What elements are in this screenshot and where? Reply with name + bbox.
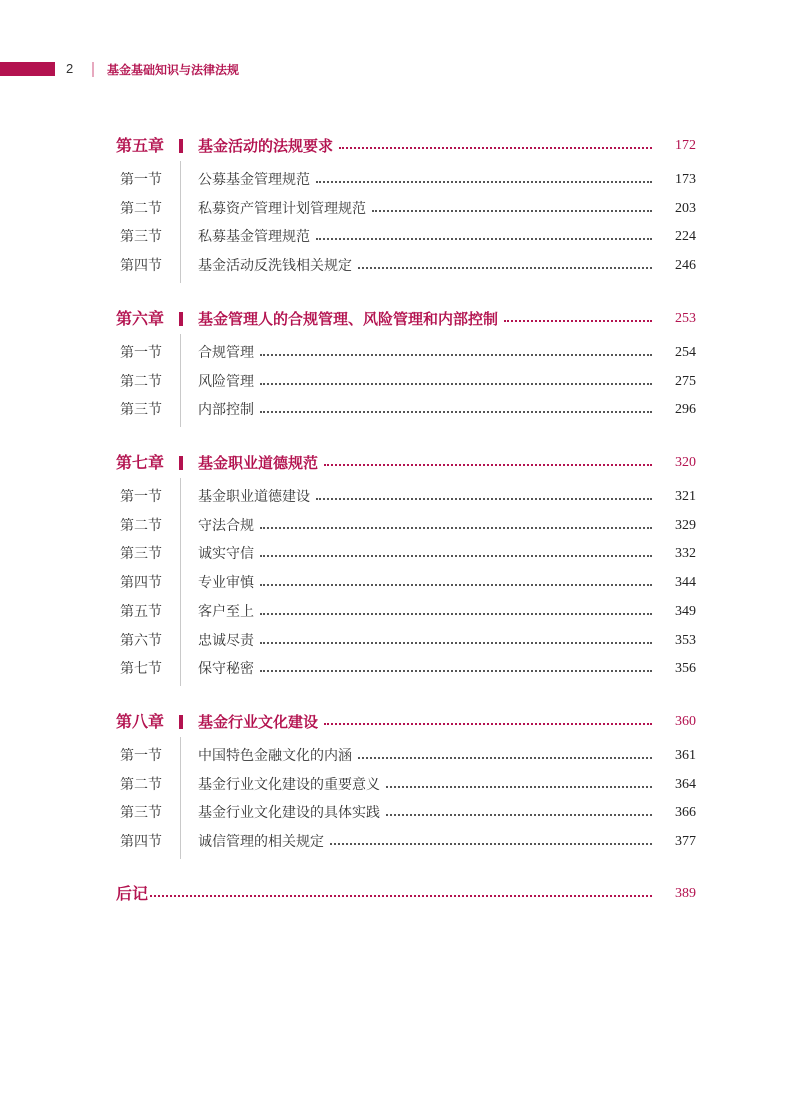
chapter-page: 172 xyxy=(675,138,696,153)
section-entry xyxy=(198,774,696,796)
section-entry xyxy=(198,745,696,767)
section-row[interactable] xyxy=(0,515,790,537)
chapter-marker xyxy=(179,139,183,153)
section-title: 客户至上 xyxy=(198,603,254,620)
leader-dots xyxy=(324,723,652,725)
section-title: 专业审慎 xyxy=(198,575,254,592)
section-title: 诚实守信 xyxy=(198,546,254,563)
book-title: 基金基础知识与法律法规 xyxy=(107,63,240,77)
chapter-entry xyxy=(198,135,696,157)
chapter-entry xyxy=(198,711,696,733)
chapter-marker xyxy=(179,312,183,326)
section-page: 275 xyxy=(675,373,696,389)
chapter-row[interactable] xyxy=(0,711,790,733)
leader-dots xyxy=(504,320,652,322)
leader-dots xyxy=(386,786,652,788)
page-number: 2 xyxy=(66,61,74,76)
section-row[interactable] xyxy=(0,371,790,393)
chapter-page: 320 xyxy=(675,455,696,470)
section-entry xyxy=(198,572,696,594)
section-row[interactable] xyxy=(0,572,790,594)
section-entry xyxy=(198,601,696,623)
leader-dots xyxy=(260,670,652,672)
section-title: 风险管理 xyxy=(198,373,254,390)
section-label: 第四节 xyxy=(120,258,162,275)
leader-dots xyxy=(150,895,652,897)
leader-dots xyxy=(358,267,652,269)
section-row[interactable] xyxy=(0,255,790,277)
section-title: 忠诚尽责 xyxy=(198,632,254,649)
section-page: 377 xyxy=(675,834,696,850)
section-title: 基金活动反洗钱相关规定 xyxy=(198,258,352,275)
section-label: 第一节 xyxy=(120,748,162,764)
section-entry xyxy=(198,831,696,853)
postscript-entry xyxy=(116,883,696,905)
section-title: 私募基金管理规范 xyxy=(198,229,310,246)
leader-dots xyxy=(324,464,652,466)
section-page: 332 xyxy=(675,546,696,562)
section-page: 246 xyxy=(675,258,696,274)
section-title: 保守秘密 xyxy=(198,661,254,678)
section-row[interactable] xyxy=(0,169,790,191)
section-entry xyxy=(198,486,696,508)
leader-dots xyxy=(260,613,652,615)
section-title: 中国特色金融文化的内涵 xyxy=(198,748,352,764)
section-label: 第二节 xyxy=(120,200,162,217)
chapter-label: 第六章 xyxy=(116,309,165,328)
section-row[interactable] xyxy=(0,486,790,508)
section-row[interactable] xyxy=(0,198,790,220)
section-row[interactable] xyxy=(0,399,790,421)
chapter-title: 基金行业文化建设 xyxy=(198,713,319,731)
leader-dots xyxy=(260,642,652,644)
chapter-entry xyxy=(198,452,696,474)
chapter-title: 基金活动的法规要求 xyxy=(198,137,334,155)
section-label: 第三节 xyxy=(120,805,162,822)
leader-dots xyxy=(330,843,652,845)
section-title: 基金行业文化建设的重要意义 xyxy=(198,776,380,793)
section-page: 254 xyxy=(675,345,696,360)
section-row[interactable] xyxy=(0,342,790,364)
chapter-label: 第五章 xyxy=(116,136,165,155)
section-label: 第四节 xyxy=(120,575,162,592)
leader-dots xyxy=(316,498,652,500)
section-page: 224 xyxy=(675,229,696,245)
chapter-row[interactable] xyxy=(0,308,790,330)
section-page: 203 xyxy=(675,200,696,216)
section-entry xyxy=(198,198,696,220)
postscript-title: 后记 xyxy=(116,884,149,903)
section-label: 第四节 xyxy=(120,834,162,851)
section-label: 第一节 xyxy=(120,172,162,188)
leader-dots xyxy=(260,555,652,557)
section-page: 361 xyxy=(675,748,696,763)
section-title: 合规管理 xyxy=(198,345,254,361)
section-label: 第七节 xyxy=(120,661,162,678)
chapter-marker xyxy=(179,715,183,729)
section-row[interactable] xyxy=(0,658,790,680)
leader-dots xyxy=(260,527,652,529)
chapter-title: 基金管理人的合规管理、风险管理和内部控制 xyxy=(198,310,499,328)
section-row[interactable] xyxy=(0,802,790,824)
section-row[interactable] xyxy=(0,745,790,767)
section-row[interactable] xyxy=(0,226,790,248)
section-entry xyxy=(198,658,696,680)
section-entry xyxy=(198,802,696,824)
postscript-page: 389 xyxy=(675,886,696,901)
section-label: 第二节 xyxy=(120,517,162,534)
leader-dots xyxy=(316,181,652,183)
section-page: 173 xyxy=(675,172,696,187)
chapter-row[interactable] xyxy=(0,452,790,474)
section-title: 内部控制 xyxy=(198,402,254,419)
section-title: 基金职业道德建设 xyxy=(198,489,310,505)
section-label: 第五节 xyxy=(120,603,162,620)
section-entry xyxy=(198,371,696,393)
leader-dots xyxy=(372,210,652,212)
section-page: 364 xyxy=(675,776,696,792)
section-page: 296 xyxy=(675,402,696,418)
section-entry xyxy=(198,399,696,421)
chapter-page: 360 xyxy=(675,714,696,729)
section-page: 329 xyxy=(675,517,696,533)
leader-dots xyxy=(358,757,652,759)
section-label: 第三节 xyxy=(120,229,162,246)
section-label: 第二节 xyxy=(120,373,162,390)
section-entry xyxy=(198,169,696,191)
section-entry xyxy=(198,342,696,364)
section-row[interactable] xyxy=(0,774,790,796)
section-row[interactable] xyxy=(0,543,790,565)
section-entry xyxy=(198,515,696,537)
postscript-row[interactable] xyxy=(0,883,790,905)
section-title: 守法合规 xyxy=(198,517,254,534)
section-title: 诚信管理的相关规定 xyxy=(198,834,324,851)
leader-dots xyxy=(260,383,652,385)
section-row[interactable] xyxy=(0,630,790,652)
section-entry xyxy=(198,255,696,277)
section-page: 353 xyxy=(675,632,696,648)
leader-dots xyxy=(260,584,652,586)
section-label: 第二节 xyxy=(120,776,162,793)
chapter-label: 第八章 xyxy=(116,712,165,731)
section-label: 第三节 xyxy=(120,546,162,563)
leader-dots xyxy=(339,147,652,149)
section-title: 基金行业文化建设的具体实践 xyxy=(198,805,380,822)
leader-dots xyxy=(316,238,652,240)
section-page: 321 xyxy=(675,489,696,504)
section-label: 第三节 xyxy=(120,402,162,419)
section-entry xyxy=(198,226,696,248)
section-row[interactable] xyxy=(0,831,790,853)
section-page: 344 xyxy=(675,575,696,591)
section-page: 366 xyxy=(675,805,696,821)
chapter-row[interactable] xyxy=(0,135,790,157)
section-title: 公募基金管理规范 xyxy=(198,172,310,188)
section-entry xyxy=(198,630,696,652)
chapter-label: 第七章 xyxy=(116,453,165,472)
section-page: 356 xyxy=(675,661,696,677)
leader-dots xyxy=(386,814,652,816)
section-page: 349 xyxy=(675,603,696,619)
chapter-entry xyxy=(198,308,696,330)
chapter-page: 253 xyxy=(675,311,696,326)
section-entry xyxy=(198,543,696,565)
section-label: 第一节 xyxy=(120,489,162,505)
section-title: 私募资产管理计划管理规范 xyxy=(198,200,366,217)
chapter-title: 基金职业道德规范 xyxy=(198,454,319,472)
leader-dots xyxy=(260,411,652,413)
section-label: 第一节 xyxy=(120,345,162,361)
chapter-marker xyxy=(179,456,183,470)
section-row[interactable] xyxy=(0,601,790,623)
section-label: 第六节 xyxy=(120,632,162,649)
leader-dots xyxy=(260,354,652,356)
